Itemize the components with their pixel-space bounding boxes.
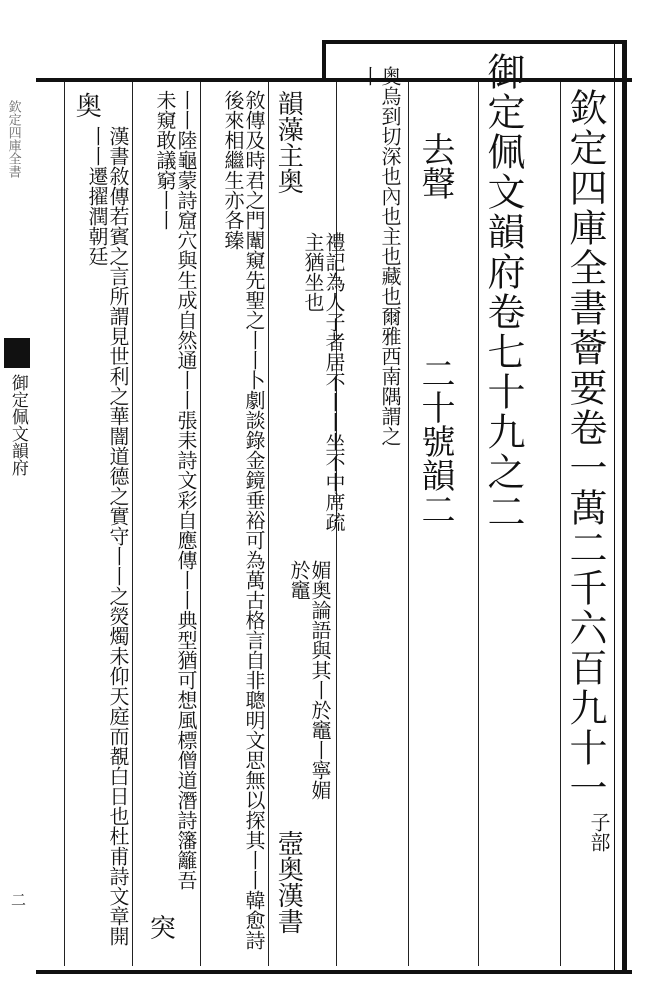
page-gutter [0, 82, 36, 966]
entry-heading: 韻藻主奥 [273, 90, 304, 194]
column-divider [64, 82, 65, 966]
column-divider [560, 82, 561, 966]
entry-text: 媚奥論語與其丨於竈丨寧媚於竈 [287, 560, 332, 800]
column-divider [478, 82, 479, 966]
column-divider [268, 82, 269, 966]
library-title: 欽定四庫全書薈要卷一萬二千六百九十一 [563, 88, 607, 808]
frame-tab-top [322, 40, 627, 44]
frame-right-border [622, 40, 627, 970]
tone-heading: 去聲 [415, 132, 455, 200]
entry-heading: 壼奥漢書 [273, 830, 304, 934]
entry-heading: 突 [145, 914, 176, 940]
entry-text: 丨丨陸龜蒙詩窟穴與生成自然通丨丨張耒詩文彩自應傳丨丨典型猶可想風標僧道潛詩籓籬吾未窺敢議窮丨丨 [153, 90, 198, 890]
gutter-fish-tail-mark [4, 338, 30, 368]
entry-definition: 奥烏到切深也內也主也藏也爾雅西南隅謂之丨 [357, 66, 402, 446]
entry-text: 漢書敘傳若賓之言所謂見世利之華闇道德之實守丨丨之熒燭未仰天庭而覩白日也杜甫詩文章開丨丨遷擢潤朝廷 [85, 126, 130, 946]
gutter-book-title: 御定佩文韻府 [7, 374, 28, 476]
section-label: 子部 [587, 812, 611, 852]
entry-text: 禮記為人子者居不丨丨坐不中席疏主猶坐也 [301, 232, 346, 532]
entry-text: 敘傳及時君之門闈窺先聖之丨丨卜劇談錄金鏡垂裕可為萬古格言自非聰明文思無以探其丨丨韓愈詩後來相繼生亦各臻 [221, 90, 266, 950]
rhyme-heading: 二十號韻二 [415, 356, 455, 526]
frame-right-inner-border [614, 40, 615, 970]
gutter-library-title: 欽定四庫全書 [5, 100, 21, 178]
book-title: 御定佩文韻府卷七十九之二 [481, 52, 525, 532]
entry-heading: 奥 [71, 92, 102, 118]
page-number: 二 [9, 892, 27, 907]
frame-tab-left [322, 40, 326, 82]
column-divider [132, 82, 133, 966]
column-divider [408, 82, 409, 966]
column-divider [200, 82, 201, 966]
